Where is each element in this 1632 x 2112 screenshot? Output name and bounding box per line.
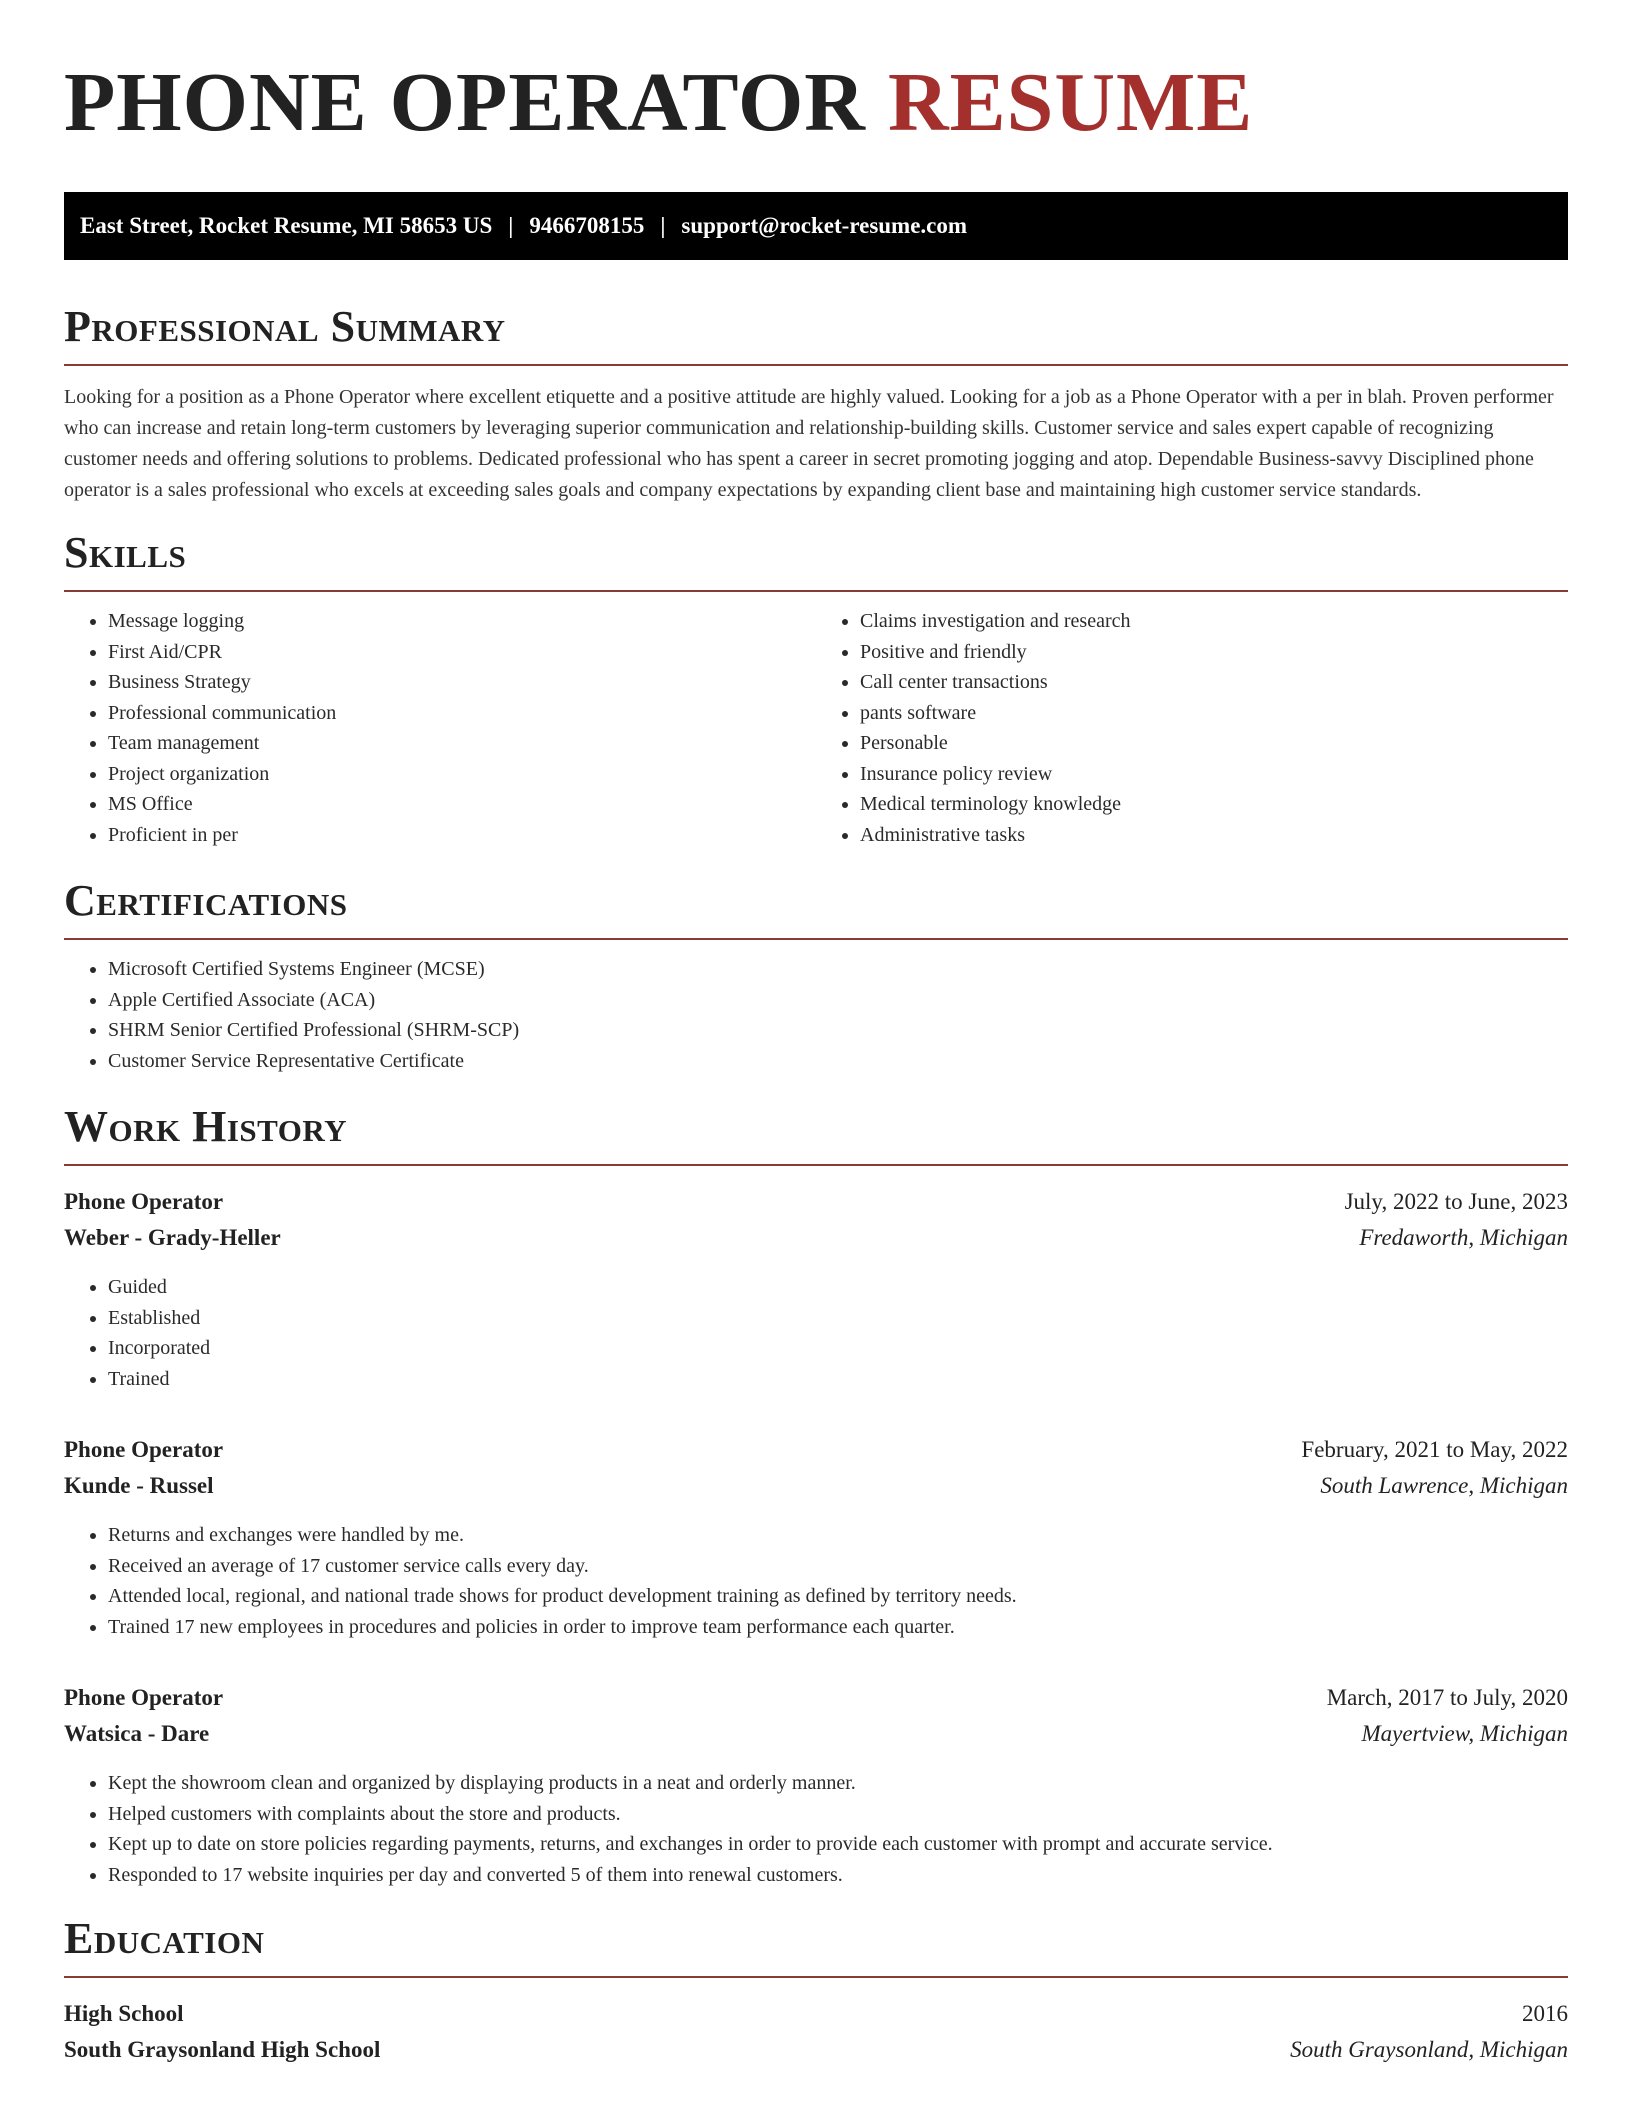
title-accent: RESUME [887, 56, 1254, 149]
education-location: South Graysonland, Michigan [1290, 2037, 1568, 2062]
certifications-section [64, 878, 1568, 1076]
job-bullet: • Trained 17 new employees in procedures and policies in order to improve team performance each quarter. [108, 1612, 1568, 1643]
job-role: Phone Operator [64, 1685, 224, 1710]
job-bullet: • Kept up to date on store policies regarding payments, returns, and exchanges in order to provide each customer with prompt and accurate service. [108, 1829, 1568, 1860]
job-role: Phone Operator [64, 1437, 224, 1462]
education-degree: High School [64, 2001, 184, 2026]
contact-separator: | [660, 213, 666, 238]
education-entry [64, 1996, 1568, 2068]
skill-item: • Team management [108, 728, 816, 759]
resume-title [64, 58, 1568, 148]
job-location: Mayertview, Michigan [1361, 1721, 1568, 1746]
certification-item: • Customer Service Representative Certificate [108, 1046, 1568, 1077]
job-dates: February, 2021 to May, 2022 [1301, 1437, 1568, 1462]
job-company-row [64, 1220, 1568, 1256]
education-row [64, 2032, 1568, 2068]
job-bullet: • Established [108, 1303, 1568, 1334]
job-location: Fredaworth, Michigan [1359, 1225, 1568, 1250]
job-entry [64, 1432, 1568, 1642]
section-divider [64, 938, 1568, 940]
certification-item: • Microsoft Certified Systems Engineer (MCSE) [108, 954, 1568, 985]
job-bullet: • Trained [108, 1364, 1568, 1395]
certifications-list [64, 954, 1568, 1076]
job-location: South Lawrence, Michigan [1320, 1473, 1568, 1498]
job-bullet: • Incorporated [108, 1333, 1568, 1364]
section-divider [64, 364, 1568, 366]
job-bullets [64, 1520, 1568, 1642]
skill-item: • First Aid/CPR [108, 637, 816, 668]
job-bullet: • Kept the showroom clean and organized by displaying products in a neat and orderly manner. [108, 1768, 1568, 1799]
job-bullet: • Received an average of 17 customer service calls every day. [108, 1551, 1568, 1582]
work-history-section [64, 1104, 1568, 1890]
job-role: Phone Operator [64, 1189, 224, 1214]
summary-text: Looking for a position as a Phone Operator where excellent etiquette and a positive attitude are highly valued. Looking for a job as a Phone Operator with a per in blah. Proven performer who can increase and retain long-term customers by leveraging superior communication and relationship-building skills. Customer service and sales expert capable of recognizing customer needs and offering solutions to problems. Dedicated professional who has spent a career in secret promoting jogging and atop. Dependable Business-savvy Disciplined phone operator is a sales professional who excels at exceeding sales goals and company expectations by expanding client base and maintaining high customer service standards. [64, 386, 1554, 501]
skill-item: • Personable [860, 728, 1568, 759]
work-history-heading: Work History [64, 1102, 348, 1151]
skill-item: • Claims investigation and research [860, 606, 1568, 637]
skill-item: • Positive and friendly [860, 637, 1568, 668]
job-company-row [64, 1468, 1568, 1504]
skill-item: • Project organization [108, 759, 816, 790]
job-bullet: • Attended local, regional, and national trade shows for product development training as defined by territory needs. [108, 1581, 1568, 1612]
skill-item: • pants software [860, 698, 1568, 729]
job-dates: March, 2017 to July, 2020 [1326, 1685, 1568, 1710]
certification-item: • Apple Certified Associate (ACA) [108, 985, 1568, 1016]
job-bullet: • Returns and exchanges were handled by me. [108, 1520, 1568, 1551]
jobs-container [64, 1184, 1568, 1890]
skill-item: • Business Strategy [108, 667, 816, 698]
skill-item: • Medical terminology knowledge [860, 789, 1568, 820]
education-row [64, 1996, 1568, 2032]
job-header-row [64, 1432, 1568, 1468]
skills-section [64, 530, 1568, 850]
job-bullet: • Responded to 17 website inquiries per day and converted 5 of them into renewal customers. [108, 1860, 1568, 1891]
skill-item: • Message logging [108, 606, 816, 637]
job-header-row [64, 1184, 1568, 1220]
education-year: 2016 [1522, 2001, 1568, 2026]
education-school: South Graysonland High School [64, 2037, 381, 2062]
section-divider [64, 1976, 1568, 1978]
job-header-row [64, 1680, 1568, 1716]
contact-phone: 9466708155 [529, 213, 645, 238]
job-entry [64, 1184, 1568, 1394]
summary-heading: Professional Summary [64, 302, 506, 351]
skill-item: • Professional communication [108, 698, 816, 729]
job-dates: July, 2022 to June, 2023 [1344, 1189, 1568, 1214]
section-divider [64, 1164, 1568, 1166]
skill-item: • Proficient in per [108, 820, 816, 851]
contact-separator: | [508, 213, 514, 238]
certification-item: • SHRM Senior Certified Professional (SHRM-SCP) [108, 1015, 1568, 1046]
education-heading: Education [64, 1914, 265, 1963]
job-company: Kunde - Russel [64, 1473, 214, 1498]
skill-item: • MS Office [108, 789, 816, 820]
job-bullets [64, 1272, 1568, 1394]
job-company: Watsica - Dare [64, 1721, 210, 1746]
skills-grid [64, 592, 1568, 850]
skills-list-left [64, 606, 816, 850]
certifications-heading: Certifications [64, 876, 348, 925]
job-bullet: • Helped customers with complaints about the store and products. [108, 1799, 1568, 1830]
contact-address: East Street, Rocket Resume, MI 58653 US [80, 213, 493, 238]
job-company-row [64, 1716, 1568, 1752]
summary-section [64, 304, 1568, 506]
skill-item: • Administrative tasks [860, 820, 1568, 851]
job-bullets [64, 1768, 1568, 1890]
job-entry [64, 1680, 1568, 1890]
contact-bar [64, 192, 1568, 260]
skills-heading: Skills [64, 528, 187, 577]
skill-item: • Call center transactions [860, 667, 1568, 698]
title-main: PHONE OPERATOR [64, 56, 866, 149]
education-section [64, 1916, 1568, 2068]
skill-item: • Insurance policy review [860, 759, 1568, 790]
skills-list-right [816, 606, 1568, 850]
job-bullet: • Guided [108, 1272, 1568, 1303]
contact-email: support@rocket-resume.com [681, 213, 968, 238]
job-company: Weber - Grady-Heller [64, 1225, 281, 1250]
